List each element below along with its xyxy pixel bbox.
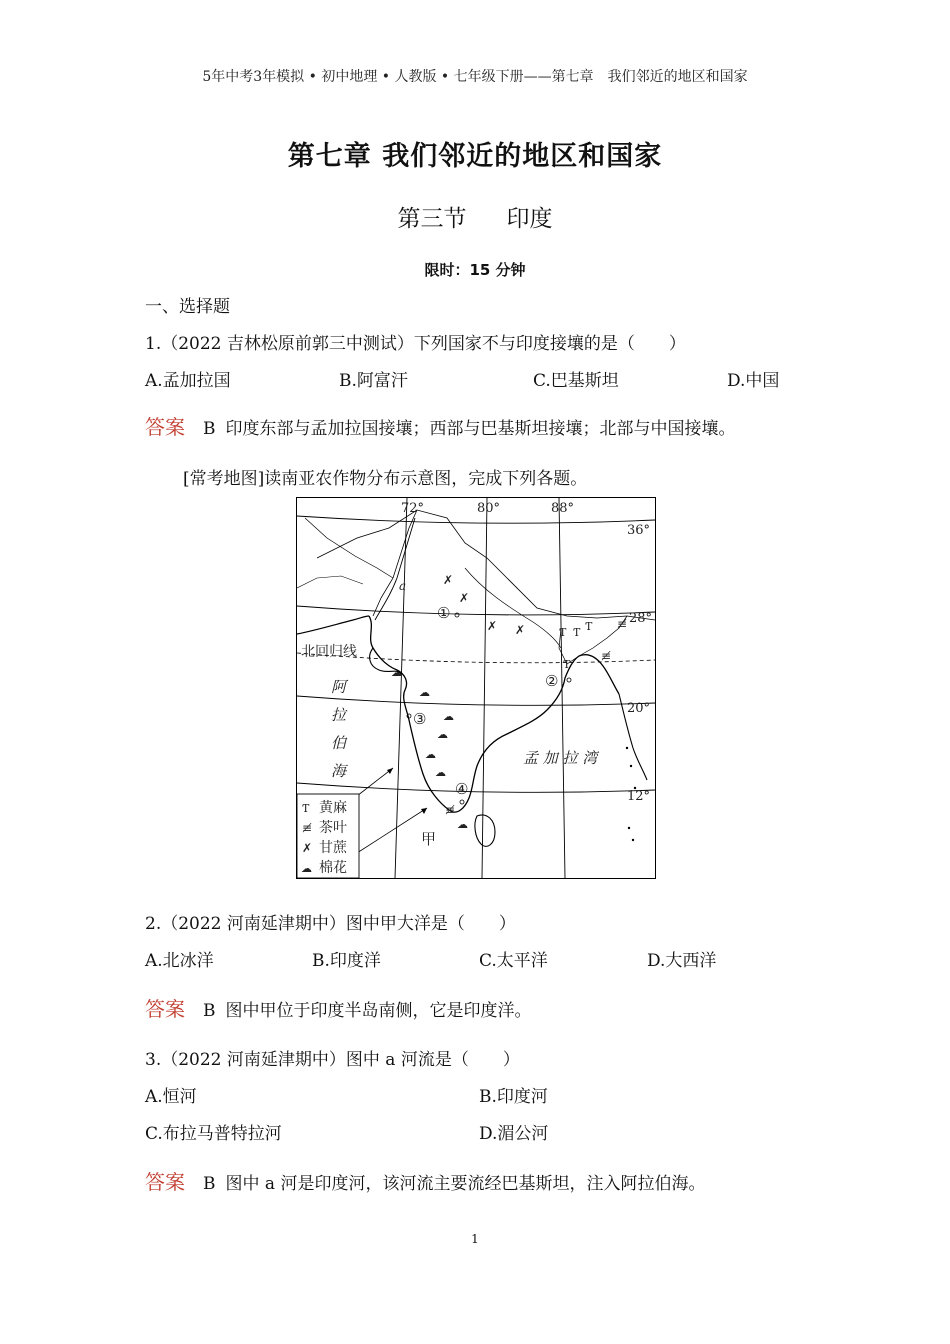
svg-text:Ƭ: Ƭ bbox=[573, 626, 581, 639]
answer-letter: B bbox=[203, 1174, 216, 1194]
lon-label-72: 72° bbox=[401, 501, 425, 516]
svg-text:≢: ≢ bbox=[601, 649, 612, 663]
legend-tea: 茶叶 bbox=[319, 820, 347, 836]
q3-option-c: C.布拉马普特拉河 bbox=[145, 1124, 282, 1144]
chapter-title: 第七章 我们邻近的地区和国家 bbox=[287, 141, 663, 172]
lat-label-36: 36° bbox=[627, 523, 651, 538]
svg-text:Ƭ: Ƭ bbox=[559, 626, 567, 639]
legend-sugarcane: 甘蔗 bbox=[319, 840, 347, 856]
q3-option-b: B.印度河 bbox=[479, 1087, 548, 1107]
arabian-sea-char-3: 伯 bbox=[331, 734, 347, 752]
lon-label-88: 88° bbox=[551, 501, 575, 516]
answer-label: 答案 bbox=[145, 1170, 185, 1194]
svg-text:☁: ☁ bbox=[419, 686, 430, 699]
point-1-label: ① bbox=[437, 604, 451, 622]
section-number: 第三节 bbox=[397, 206, 467, 232]
section-topic: 印度 bbox=[506, 206, 553, 232]
map-intro: [常考地图]读南亚农作物分布示意图，完成下列各题。 bbox=[183, 469, 588, 489]
point-3-label: ③ bbox=[413, 710, 427, 728]
question-3-stem: 3.（2022 河南延津期中）图中 a 河流是（ ） bbox=[145, 1050, 520, 1070]
q2-option-c: C.太平洋 bbox=[479, 951, 548, 971]
lat-label-20: 20° bbox=[627, 701, 651, 716]
tropic-label: 北回归线 bbox=[301, 644, 357, 660]
section-title bbox=[0, 200, 950, 233]
svg-text:✗: ✗ bbox=[459, 591, 470, 605]
arabian-sea-char-2: 拉 bbox=[331, 706, 347, 724]
q1-answer bbox=[145, 411, 736, 440]
answer-letter: B bbox=[203, 1001, 216, 1021]
answer-label: 答案 bbox=[145, 997, 185, 1021]
svg-text:Ƭ: Ƭ bbox=[585, 620, 593, 633]
lat-label-12: 12° bbox=[627, 789, 651, 804]
q1-option-c: C.巴基斯坦 bbox=[533, 371, 619, 391]
svg-text:☁: ☁ bbox=[457, 818, 468, 831]
svg-text:☁: ☁ bbox=[435, 766, 446, 779]
ocean-jia-label: 甲 bbox=[421, 830, 437, 848]
q3-option-d: D.湄公河 bbox=[479, 1124, 549, 1144]
svg-text:☁: ☁ bbox=[443, 710, 454, 723]
bay-of-bengal-label: 孟 加 拉 湾 bbox=[523, 749, 598, 767]
svg-text:≢: ≢ bbox=[617, 617, 628, 631]
q1-option-b: B.阿富汗 bbox=[339, 371, 408, 391]
answer-explanation: 印度东部与孟加拉国接壤；西部与巴基斯坦接壤；北部与中国接壤。 bbox=[225, 419, 736, 439]
svg-text:Ƭ: Ƭ bbox=[563, 658, 571, 671]
river-a-label: a bbox=[399, 579, 407, 593]
arabian-sea-char-4: 海 bbox=[331, 762, 347, 780]
svg-text:✗: ✗ bbox=[487, 619, 498, 633]
q1-option-d: D.中国 bbox=[727, 371, 780, 391]
svg-text:☁: ☁ bbox=[391, 666, 402, 679]
jute-symbols bbox=[559, 620, 593, 671]
tea-icon: ≢ bbox=[302, 821, 313, 835]
page-number: 1 bbox=[471, 1232, 479, 1246]
svg-text:✗: ✗ bbox=[443, 573, 454, 587]
svg-text:☁: ☁ bbox=[437, 728, 448, 741]
sugarcane-icon: ✗ bbox=[302, 841, 313, 855]
question-2-stem: 2.（2022 河南延津期中）图中甲大洋是（ ） bbox=[145, 914, 516, 934]
q3-answer bbox=[145, 1166, 705, 1195]
q3-option-a: A.恒河 bbox=[145, 1087, 197, 1107]
legend-jute: 黄麻 bbox=[319, 800, 347, 816]
legend-cotton: 棉花 bbox=[319, 860, 347, 876]
running-header: 5年中考3年模拟 • 初中地理 • 人教版 • 七年级下册——第七章 我们邻近的地区和国家 bbox=[202, 69, 748, 85]
arabian-sea-char-1: 阿 bbox=[331, 678, 347, 696]
answer-letter: B bbox=[203, 419, 216, 439]
answer-explanation: 图中 a 河是印度河，该河流主要流经巴基斯坦，注入阿拉伯海。 bbox=[225, 1174, 706, 1194]
south-asia-crop-map bbox=[296, 497, 656, 879]
jute-icon: Ƭ bbox=[302, 802, 310, 815]
q2-option-b: B.印度洋 bbox=[312, 951, 381, 971]
q2-option-a: A.北冰洋 bbox=[145, 951, 214, 971]
point-2-label: ② bbox=[545, 672, 559, 690]
lon-label-80: 80° bbox=[477, 501, 501, 516]
cotton-icon: ☁ bbox=[301, 862, 312, 875]
lat-label-28: 28° bbox=[629, 611, 653, 626]
q2-option-d: D.大西洋 bbox=[647, 951, 717, 971]
answer-explanation: 图中甲位于印度半岛南侧，它是印度洋。 bbox=[225, 1001, 532, 1021]
answer-label: 答案 bbox=[145, 415, 185, 439]
svg-text:☁: ☁ bbox=[425, 748, 436, 761]
svg-text:≢: ≢ bbox=[445, 803, 456, 817]
time-limit: 限时：15 分钟 bbox=[424, 261, 526, 279]
question-1-stem: 1.（2022 吉林松原前郭三中测试）下列国家不与印度接壤的是（ ） bbox=[145, 334, 686, 354]
section-heading: 一、选择题 bbox=[145, 297, 230, 317]
q2-answer bbox=[145, 993, 532, 1022]
q1-option-a: A.孟加拉国 bbox=[145, 371, 231, 391]
cotton-symbols bbox=[391, 666, 468, 831]
sugarcane-symbols bbox=[443, 573, 525, 637]
point-4-label: ④ bbox=[455, 780, 469, 798]
svg-text:✗: ✗ bbox=[515, 623, 526, 637]
